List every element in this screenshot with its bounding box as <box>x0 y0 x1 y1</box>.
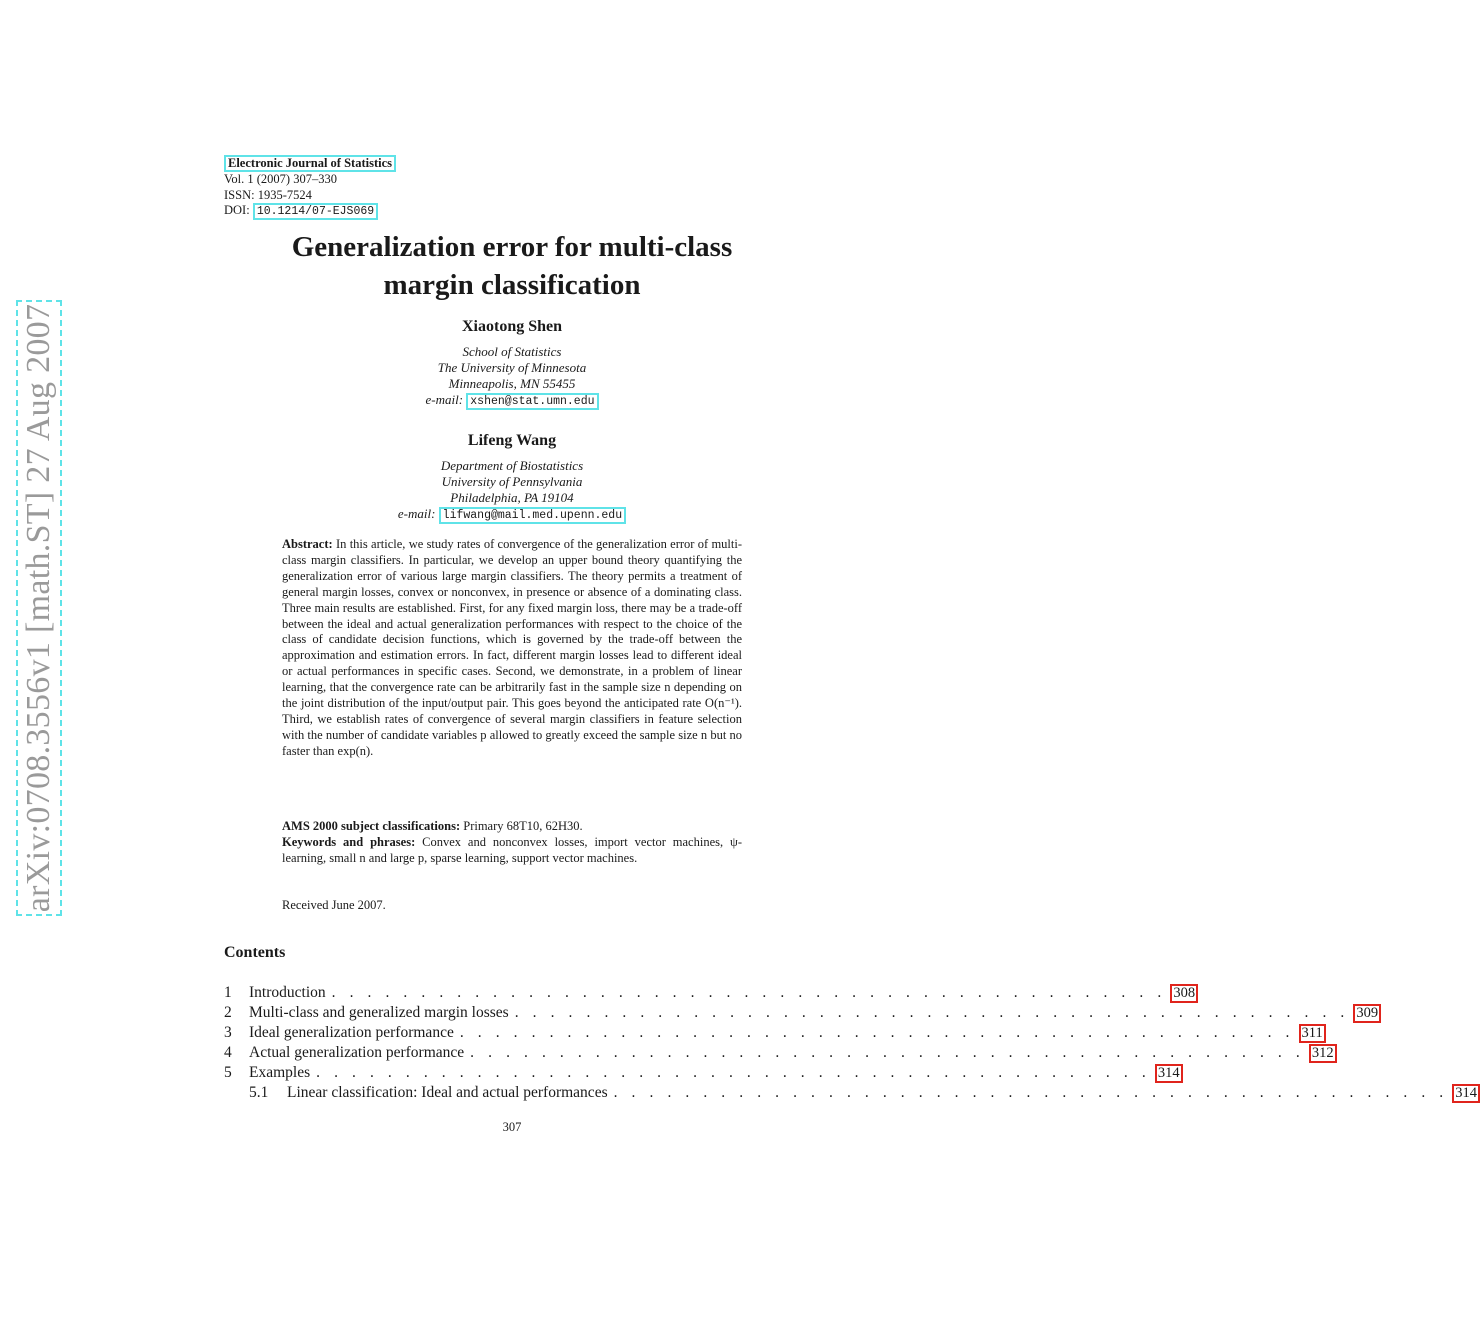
toc-page-link[interactable]: 312 <box>1309 1044 1337 1063</box>
author-email-link[interactable]: lifwang@mail.med.upenn.edu <box>439 507 626 524</box>
toc-number: 1 <box>224 984 232 1001</box>
paper-title-line-1: Generalization error for multi-class <box>291 231 733 263</box>
author-block <box>300 433 724 524</box>
toc-number: 3 <box>224 1024 232 1041</box>
toc-leader-dots: . . . . . . . . . . . . . . . . . . . . . . . . . . . . . . . . . . . . . . . . . . . . . . . <box>613 1084 1449 1101</box>
author-affiliation: University of Pennsylvania <box>441 474 583 489</box>
toc-leader-dots: . . . . . . . . . . . . . . . . . . . . . . . . . . . . . . . . . . . . . . . . . . . . . . . <box>514 1004 1350 1021</box>
toc-page-link[interactable]: 309 <box>1353 1004 1381 1023</box>
toc-title: Ideal generalization performance <box>249 1024 454 1041</box>
email-label: e-mail: <box>425 392 464 407</box>
journal-link[interactable]: Electronic Journal of Statistics <box>224 155 396 172</box>
author-affiliation: School of Statistics <box>462 344 562 359</box>
toc-leader-dots: . . . . . . . . . . . . . . . . . . . . . . . . . . . . . . . . . . . . . . . . . . . . . . . <box>331 984 1167 1001</box>
toc-leader-dots: . . . . . . . . . . . . . . . . . . . . . . . . . . . . . . . . . . . . . . . . . . . . . . . <box>459 1024 1295 1041</box>
ams-text: Primary 68T10, 62H30. <box>463 819 583 833</box>
toc-page-link[interactable]: 308 <box>1170 984 1198 1003</box>
page-number: 307 <box>502 1120 522 1134</box>
author-affiliation: The University of Minnesota <box>437 360 587 375</box>
author-affiliation: Minneapolis, MN 55455 <box>448 376 576 391</box>
ams-classification <box>282 819 742 835</box>
toc-number: 5 <box>224 1064 232 1081</box>
keywords <box>282 835 742 867</box>
toc-title: Linear classification: Ideal and actual performances <box>287 1084 608 1101</box>
author-affiliation: Department of Biostatistics <box>440 458 584 473</box>
toc-number: 5.1 <box>249 1084 269 1101</box>
paper-title <box>200 228 824 304</box>
doi-label: DOI: <box>224 203 250 217</box>
doi-link[interactable]: 10.1214/07-EJS069 <box>253 203 378 220</box>
toc-entry <box>224 1003 1379 1023</box>
journal-header <box>224 155 396 220</box>
abstract <box>282 537 742 760</box>
toc-title: Actual generalization performance <box>249 1044 465 1061</box>
author-name: Lifeng Wang <box>467 432 557 449</box>
author-block <box>300 319 724 410</box>
toc-title: Introduction <box>249 984 326 1001</box>
toc-entry <box>224 1063 1180 1083</box>
author-affiliation: Philadelphia, PA 19104 <box>450 490 574 505</box>
abstract-label: Abstract: <box>282 537 333 551</box>
abstract-text: In this article, we study rates of convergence of the generalization error of multi-class margin classifiers. In particular, we develop an upper bound theory quantifying the generalization error of various large margin classifiers. The theory permits a treatment of general margin losses, convex or nonconvex, in presence or absence of a dominating class. Three main results are established. First, for any fixed margin loss, there may be a trade-off between the ideal and actual generalization performances with respect to the choice of the class of candidate decision functions, which is governed by the trade-off between the approximation and estimation errors. In fact, different margin losses lead to different ideal or actual performances in specific cases. Second, we demonstrate, in a problem of linear learning, that the convergence rate can be arbitrarily fast in the sample size n depending on the joint distribution of the input/output pair. This goes beyond the anticipated rate O(n⁻¹). Third, we establish rates of convergence of several margin classifiers in feature selection with the number of candidate variables p allowed to greatly exceed the sample size n but no faster than exp(n). <box>282 537 742 758</box>
contents-heading: Contents <box>224 944 286 961</box>
arxiv-stamp-text: arXiv:0708.3556v1 [math.ST] 27 Aug 2007 <box>20 303 57 913</box>
toc-page-link[interactable]: 314 <box>1155 1064 1183 1083</box>
toc-page-link[interactable]: 311 <box>1299 1024 1326 1043</box>
toc-entry <box>224 1043 1334 1063</box>
toc-entry <box>224 1083 1478 1103</box>
ams-label: AMS 2000 subject classifications: <box>282 819 461 833</box>
toc-leader-dots: . . . . . . . . . . . . . . . . . . . . . . . . . . . . . . . . . . . . . . . . . . . . . . . <box>470 1044 1305 1061</box>
journal-issn: ISSN: 1935-7524 <box>224 187 312 202</box>
toc-entry <box>224 1023 1323 1043</box>
toc-number: 4 <box>224 1044 232 1061</box>
arxiv-stamp[interactable] <box>16 300 62 916</box>
toc-page-link[interactable]: 314 <box>1452 1084 1480 1103</box>
toc-leader-dots: . . . . . . . . . . . . . . . . . . . . . . . . . . . . . . . . . . . . . . . . . . . . . . . <box>316 1064 1151 1081</box>
author-email-link[interactable]: xshen@stat.umn.edu <box>466 393 598 410</box>
keywords-text: Convex and nonconvex losses, import vector machines, ψ-learning, small n and large p, sparse learning, support vector machines. <box>282 834 742 865</box>
email-label: e-mail: <box>397 506 436 521</box>
table-of-contents <box>224 983 1478 1103</box>
journal-volume: Vol. 1 (2007) 307–330 <box>224 172 337 186</box>
keywords-label: Keywords and phrases: <box>282 834 416 849</box>
toc-entry <box>224 983 1196 1003</box>
toc-title: Multi-class and generalized margin losses <box>249 1004 509 1021</box>
received-date: Received June 2007. <box>282 898 386 912</box>
author-name: Xiaotong Shen <box>461 318 563 335</box>
toc-number: 2 <box>224 1004 232 1021</box>
paper-title-line-2: margin classification <box>383 269 641 301</box>
paper-metadata <box>282 819 742 867</box>
toc-title: Examples <box>249 1064 311 1081</box>
